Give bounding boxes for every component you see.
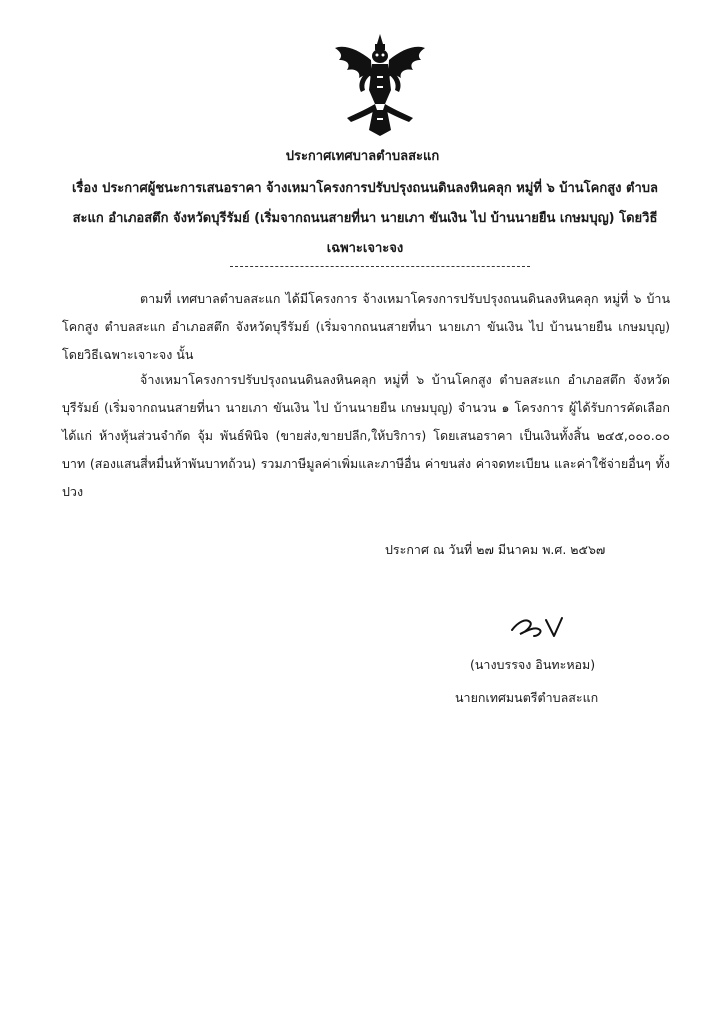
paragraph-1-text: ตามที่ เทศบาลตำบลสะแก ได้มีโครงการ จ้างเหมาโครงการปรับปรุงถนนดินลงหินคลุก หมู่ที่ ๖ บ้านโคกสูง ตำบลสะแก อำเภอสตึก จังหวัดบุรีรัมย์ (เริ่มจากถนนสายที่นา นายเภา ขันเงิน ไป บ้านนายยืน เกษมบุญ) โดยวิธีเฉพาะเจาะจง นั้น (62, 291, 670, 362)
body-paragraph-1 (62, 285, 670, 369)
signer-title: นายกเทศมนตรีตำบลสะแก (455, 690, 599, 705)
announcement-date: ประกาศ ณ วันที่ ๒๗ มีนาคม พ.ศ. ๒๕๖๗ (385, 542, 606, 557)
document-subject: เรื่อง ประกาศผู้ชนะการเสนอราคา จ้างเหมาโครงการปรับปรุงถนนดินลงหินคลุก หมู่ที่ ๖ บ้านโคกสูง ตำบลสะแก อำเภอสตึก จังหวัดบุรีรัมย์ (เริ่มจากถนนสายที่นา นายเภา ขันเงิน ไป บ้านนายยืน เกษมบุญ) โดยวิธีเฉพาะเจาะจง (71, 181, 659, 256)
body-paragraph-2 (62, 366, 670, 506)
paragraph-2-text: จ้างเหมาโครงการปรับปรุงถนนดินลงหินคลุก หมู่ที่ ๖ บ้านโคกสูง ตำบลสะแก อำเภอสตึก จังหวัดบุรีรัมย์ (เริ่มจากถนนสายที่นา นายเภา ขันเงิน ไป บ้านนายยืน เกษมบุญ) จำนวน ๑ โครงการ ผู้ได้รับการคัดเลือก ได้แก่ ห้างหุ้นส่วนจำกัด จุ้ม พันธ์พินิจ (ขายส่ง,ขายปลีก,ให้บริการ) โดยเสนอราคา เป็นเงินทั้งสิ้น ๒๔๕,๐๐๐.๐๐ บาท (สองแสนสี่หมื่นห้าพันบาทถ้วน) รวมภาษีมูลค่าเพิ่มและภาษีอื่น ค่าขนส่ง ค่าจดทะเบียน และค่าใช้จ่ายอื่นๆ ทั้งปวง (62, 372, 670, 499)
signer-name: (นางบรรจง อินทะหอม) (470, 657, 596, 672)
document-title: ประกาศเทศบาลตำบลสะแก (285, 149, 440, 164)
title-divider (230, 266, 530, 267)
signature-icon (508, 612, 566, 642)
garuda-emblem-icon (325, 30, 435, 140)
